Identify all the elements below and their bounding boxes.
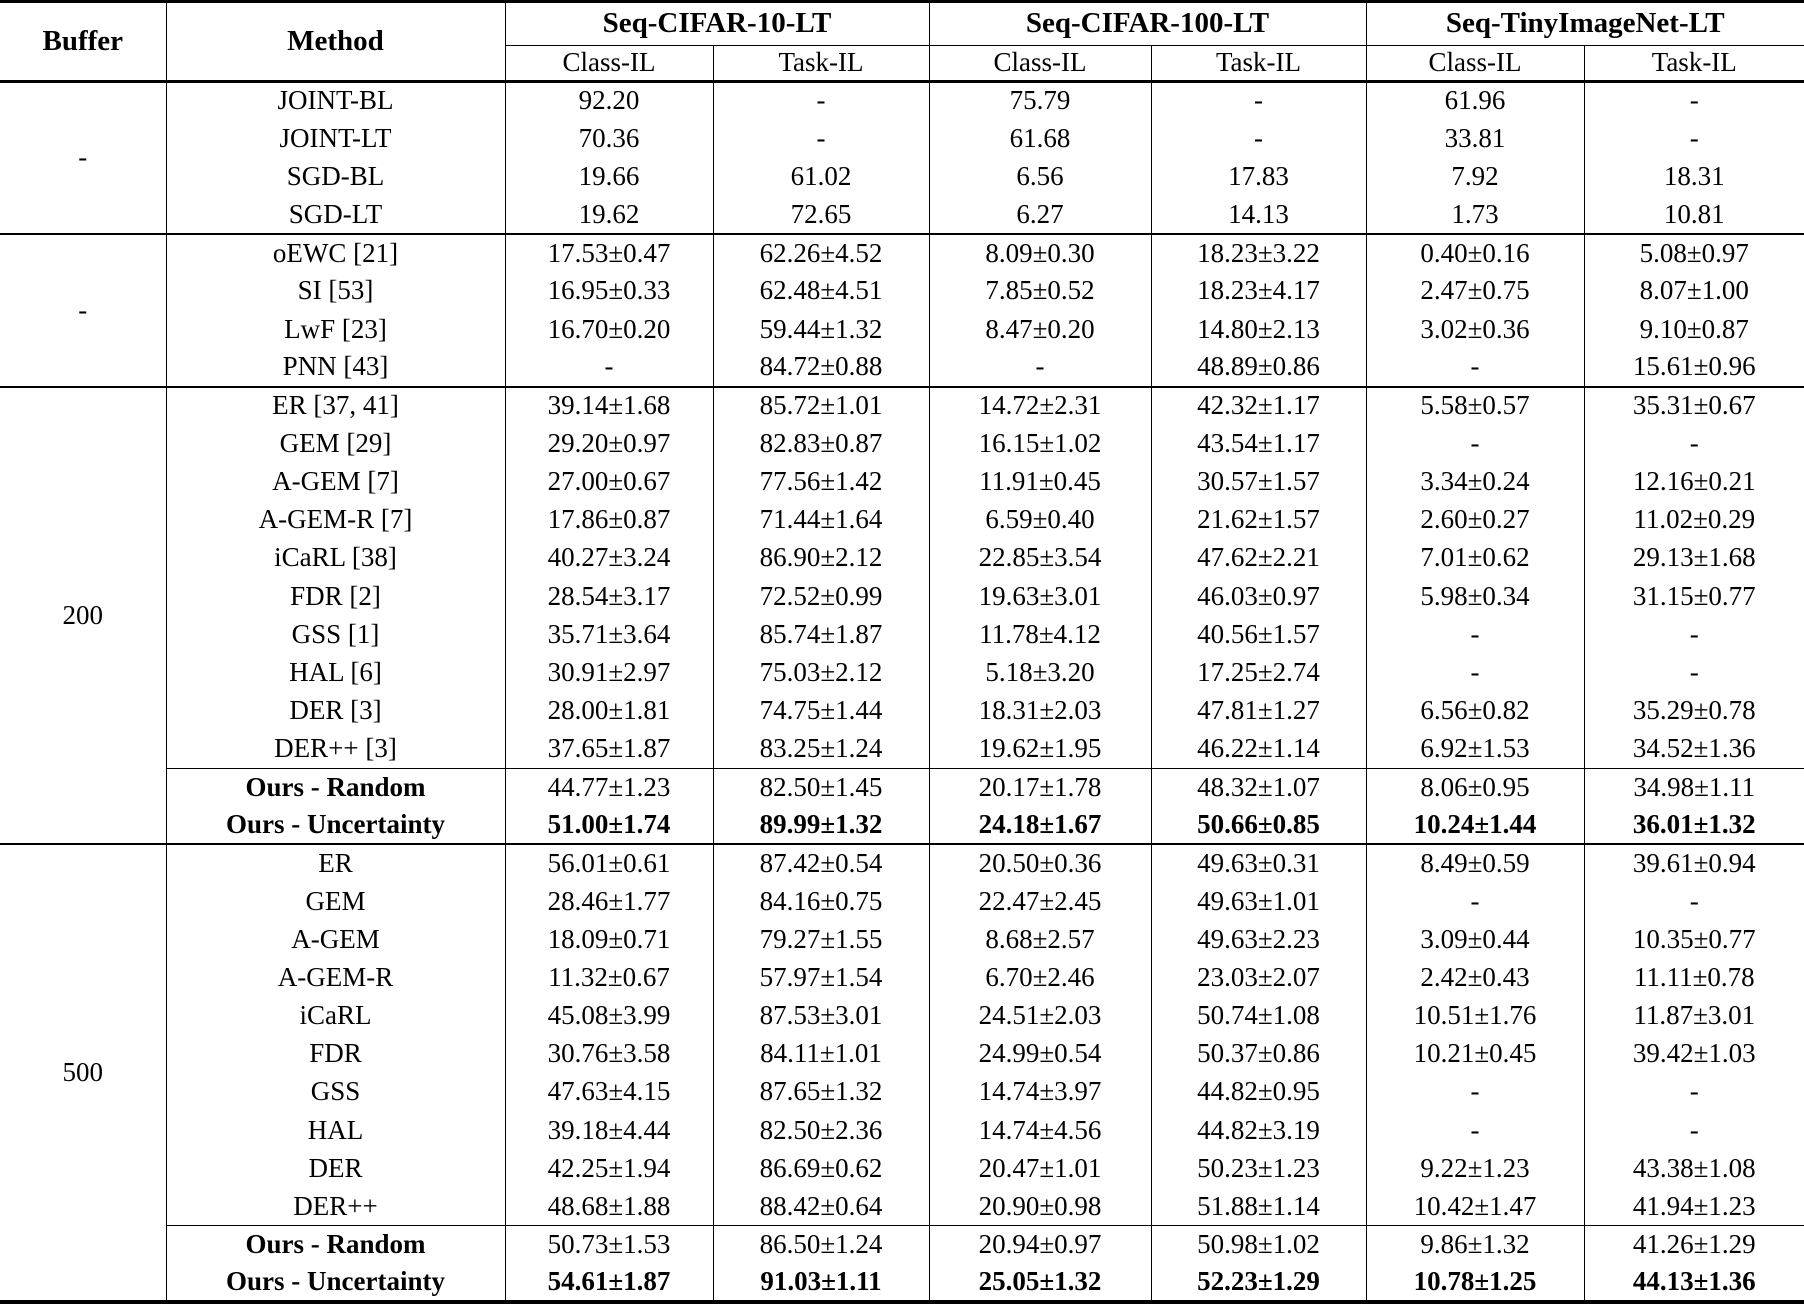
value-cell: 11.32±0.67 [505,959,713,997]
table-row [0,348,1804,386]
value-cell: - [1366,425,1584,463]
value-cell: 48.32±1.07 [1151,768,1366,806]
value-cell: 10.35±0.77 [1632,923,1756,954]
value-cell: 30.57±1.57 [1151,463,1366,501]
value-cell: 28.46±1.77 [505,882,713,920]
value-cell: 87.53±3.01 [713,997,929,1035]
value-cell: 47.63±4.15 [505,1073,713,1111]
value-cell: 52.23±1.29 [1151,1264,1366,1302]
value-cell: 14.13 [1151,196,1366,234]
header-class-il: Class-IL [505,46,713,82]
method-cell: SGD-BL [166,158,505,196]
value-cell: 70.36 [505,120,713,158]
header-group-seq-tinyimagenet-lt: Seq-TinyImageNet-LT [1366,2,1804,46]
value-cell: 56.01±0.61 [505,844,713,882]
value-cell: - [1366,1073,1584,1111]
method-cell: iCaRL [38] [166,539,505,577]
value-cell: 10.24±1.44 [1366,806,1584,844]
value-cell: 10.51±1.76 [1366,997,1584,1035]
value-cell: 20.90±0.98 [929,1188,1151,1226]
value-cell: 34.98±1.11 [1584,768,1804,806]
buffer-cell: - [0,234,166,387]
value-cell: 61.96 [1366,82,1584,120]
value-cell: 82.50±2.36 [713,1111,929,1149]
table-row [0,997,1804,1035]
value-cell: 82.83±0.87 [713,425,929,463]
value-cell: 5.58±0.57 [1366,387,1584,425]
method-cell: GSS [1] [166,615,505,653]
value-cell: 17.53±0.47 [505,234,713,272]
table-row [0,692,1804,730]
value-cell: 8.06±0.95 [1366,768,1584,806]
value-cell: 57.97±1.54 [713,959,929,997]
table-row [0,806,1804,844]
value-cell: 41.94±1.23 [1632,1190,1756,1221]
value-cell: 14.74±3.97 [929,1073,1151,1111]
value-cell: 47.81±1.27 [1151,692,1366,730]
value-cell: 6.70±2.46 [929,959,1151,997]
value-cell: 5.08±0.97 [1584,234,1804,272]
table-row [0,959,1804,997]
method-cell: GSS [166,1073,505,1111]
value-cell: - [1584,82,1804,120]
table-row [0,882,1804,920]
method-cell: SGD-LT [166,196,505,234]
value-cell: 92.20 [505,82,713,120]
value-cell: 11.87±3.01 [1633,1000,1756,1031]
value-cell: 3.02±0.36 [1366,310,1584,348]
value-cell: 50.66±0.85 [1151,806,1366,844]
value-cell: 14.72±2.31 [929,387,1151,425]
value-cell: 29.13±1.68 [1632,542,1756,573]
value-cell: 72.52±0.99 [713,577,929,615]
value-cell: 18.23±4.17 [1151,272,1366,310]
method-cell: JOINT-LT [166,120,505,158]
table-row [0,539,1804,577]
value-cell: 1.73 [1366,196,1584,234]
value-cell: 25.05±1.32 [929,1264,1151,1302]
value-cell: 6.56±0.82 [1366,692,1584,730]
value-cell: 77.56±1.42 [713,463,929,501]
value-cell: 44.82±0.95 [1151,1073,1366,1111]
value-cell: - [1151,120,1366,158]
method-cell: ER [166,844,505,882]
value-cell: 83.25±1.24 [713,730,929,768]
value-cell: 11.11±0.78 [1633,961,1755,992]
method-cell: Ours - Uncertainty [166,806,505,844]
value-cell: 62.26±4.52 [713,234,929,272]
value-cell: 49.63±0.31 [1151,844,1366,882]
value-cell: 84.16±0.75 [713,882,929,920]
value-cell: 48.68±1.88 [505,1188,713,1226]
value-cell: 2.47±0.75 [1366,272,1584,310]
value-cell: 44.82±3.19 [1151,1111,1366,1149]
value-cell: 72.65 [713,196,929,234]
value-cell: 19.63±3.01 [929,577,1151,615]
value-cell: 84.11±1.01 [713,1035,929,1073]
value-cell: 3.09±0.44 [1366,921,1584,959]
value-cell: 23.03±2.07 [1151,959,1366,997]
value-cell: - [1689,656,1699,687]
value-cell: 14.80±2.13 [1151,310,1366,348]
table-row [0,844,1804,882]
value-cell: 15.61±0.96 [1632,351,1756,382]
value-cell: 6.56 [929,158,1151,196]
value-cell: 6.27 [929,196,1151,234]
value-cell: 49.63±2.23 [1151,921,1366,959]
table-body [0,82,1804,1303]
value-cell: 11.78±4.12 [929,615,1151,653]
value-cell: - [1366,348,1584,386]
value-cell: - [1689,1114,1699,1145]
value-cell: 19.62 [505,196,713,234]
value-cell: 85.74±1.87 [713,615,929,653]
value-cell: 50.74±1.08 [1151,997,1366,1035]
value-cell: 37.65±1.87 [505,730,713,768]
table-row [0,654,1804,692]
table-row [0,1226,1804,1264]
value-cell: 3.34±0.24 [1366,463,1584,501]
value-cell: 86.50±1.24 [713,1226,929,1264]
method-cell: A-GEM [166,921,505,959]
value-cell: 59.44±1.32 [713,310,929,348]
table-row [0,730,1804,768]
value-cell: 35.29±0.78 [1632,694,1756,725]
method-cell: ER [37, 41] [166,387,505,425]
value-cell: 2.60±0.27 [1366,501,1584,539]
value-cell: 87.65±1.32 [713,1073,929,1111]
value-cell: 10.21±0.45 [1366,1035,1584,1073]
value-cell: 9.10±0.87 [1639,313,1749,344]
value-cell: 33.81 [1366,120,1584,158]
header-task-il: Task-IL [713,46,929,82]
value-cell: 89.99±1.32 [713,806,929,844]
table-row [0,1073,1804,1111]
method-cell: PNN [43] [166,348,505,386]
table-row [0,1035,1804,1073]
value-cell: 11.02±0.29 [1633,504,1756,535]
value-cell: 27.00±0.67 [505,463,713,501]
method-cell: A-GEM-R [166,959,505,997]
value-cell: - [1366,615,1584,653]
value-cell: - [1689,427,1699,458]
method-cell: Ours - Random [166,768,505,806]
method-cell: DER++ [3] [166,730,505,768]
table-row [0,234,1804,272]
value-cell: 8.07±1.00 [1639,275,1749,306]
value-cell: 50.98±1.02 [1151,1226,1366,1264]
value-cell: 8.09±0.30 [929,234,1151,272]
table-row [0,463,1804,501]
value-cell: 16.15±1.02 [929,425,1151,463]
method-cell: FDR [166,1035,505,1073]
value-cell: 10.42±1.47 [1366,1188,1584,1226]
table-row [0,1188,1804,1226]
table-row [0,310,1804,348]
method-cell: iCaRL [166,997,505,1035]
value-cell: 18.09±0.71 [505,921,713,959]
value-cell: - [713,82,929,120]
header-group-row [0,2,1804,46]
method-cell: DER [166,1149,505,1187]
value-cell: 50.23±1.23 [1151,1149,1366,1187]
value-cell: 16.70±0.20 [505,310,713,348]
method-cell: LwF [23] [166,310,505,348]
value-cell: 85.72±1.01 [713,387,929,425]
value-cell: 24.51±2.03 [929,997,1151,1035]
value-cell: 8.68±2.57 [929,921,1151,959]
value-cell: 9.22±1.23 [1366,1149,1584,1187]
value-cell: 74.75±1.44 [713,692,929,730]
method-cell: Ours - Random [166,1226,505,1264]
header-class-il: Class-IL [1366,46,1584,82]
table-row [0,1111,1804,1149]
value-cell: 8.47±0.20 [929,310,1151,348]
value-cell: 36.01±1.32 [1632,808,1756,839]
value-cell: 20.17±1.78 [929,768,1151,806]
value-cell: 16.95±0.33 [505,272,713,310]
value-cell: 62.48±4.51 [713,272,929,310]
method-cell: FDR [2] [166,577,505,615]
value-cell: 6.92±1.53 [1366,730,1584,768]
header-group-seq-cifar-100-lt: Seq-CIFAR-100-LT [929,2,1366,46]
value-cell: 5.98±0.34 [1366,577,1584,615]
value-cell: 86.90±2.12 [713,539,929,577]
value-cell: 91.03±1.11 [713,1264,929,1302]
value-cell: 35.31±0.67 [1584,387,1804,425]
value-cell: 19.66 [505,158,713,196]
value-cell: 82.50±1.45 [713,768,929,806]
method-cell: GEM [29] [166,425,505,463]
value-cell: - [1689,122,1699,153]
table-row [0,921,1804,959]
value-cell: 18.23±3.22 [1151,234,1366,272]
value-cell: - [1689,618,1699,649]
method-cell: JOINT-BL [166,82,505,120]
value-cell: 28.00±1.81 [505,692,713,730]
value-cell: 2.42±0.43 [1366,959,1584,997]
value-cell: 29.20±0.97 [505,425,713,463]
table-row [0,425,1804,463]
value-cell: 41.26±1.29 [1584,1226,1804,1264]
method-cell: HAL [6] [166,654,505,692]
method-cell: DER++ [166,1188,505,1226]
value-cell: 24.18±1.67 [929,806,1151,844]
method-cell: DER [3] [166,692,505,730]
header-class-il: Class-IL [929,46,1151,82]
value-cell: 45.08±3.99 [505,997,713,1035]
value-cell: 88.42±0.64 [713,1188,929,1226]
value-cell: 40.27±3.24 [505,539,713,577]
value-cell: 44.13±1.36 [1632,1266,1756,1297]
value-cell: 61.02 [713,158,929,196]
value-cell: 42.25±1.94 [505,1149,713,1187]
header-method: Method [166,2,505,82]
table-header [0,2,1804,82]
value-cell: 71.44±1.64 [713,501,929,539]
value-cell: 34.52±1.36 [1632,732,1756,763]
value-cell: - [1151,82,1366,120]
value-cell: 7.01±0.62 [1366,539,1584,577]
value-cell: 17.86±0.87 [505,501,713,539]
value-cell: 30.91±2.97 [505,654,713,692]
value-cell: - [713,120,929,158]
value-cell: 18.31 [1663,161,1725,191]
value-cell: 49.63±1.01 [1151,882,1366,920]
value-cell: 40.56±1.57 [1151,615,1366,653]
buffer-cell: 200 [0,387,166,845]
value-cell: 12.16±0.21 [1632,466,1756,497]
value-cell: 30.76±3.58 [505,1035,713,1073]
method-cell: A-GEM [7] [166,463,505,501]
value-cell: 17.83 [1151,158,1366,196]
method-cell: A-GEM-R [7] [166,501,505,539]
value-cell: - [929,348,1151,386]
header-group-seq-cifar-10-lt: Seq-CIFAR-10-LT [505,2,929,46]
value-cell: 46.03±0.97 [1151,577,1366,615]
value-cell: 20.94±0.97 [929,1226,1151,1264]
buffer-cell: - [0,82,166,235]
value-cell: 20.50±0.36 [929,844,1151,882]
value-cell: 20.47±1.01 [929,1149,1151,1187]
table-row [0,272,1804,310]
table-row [0,82,1804,120]
table-row [0,768,1804,806]
value-cell: 50.73±1.53 [505,1226,713,1264]
value-cell: 10.78±1.25 [1366,1264,1584,1302]
value-cell: 48.89±0.86 [1151,348,1366,386]
table-row [0,196,1804,234]
value-cell: 17.25±2.74 [1151,654,1366,692]
table-row [0,615,1804,653]
table-row [0,501,1804,539]
value-cell: 21.62±1.57 [1151,501,1366,539]
method-cell: GEM [166,882,505,920]
value-cell: 5.18±3.20 [929,654,1151,692]
method-cell: SI [53] [166,272,505,310]
table-row [0,1149,1804,1187]
table-row [0,1264,1804,1302]
header-buffer: Buffer [0,2,166,82]
value-cell: 18.31±2.03 [929,692,1151,730]
value-cell: 39.14±1.68 [505,387,713,425]
value-cell: 43.38±1.08 [1632,1152,1756,1183]
value-cell: 87.42±0.54 [713,844,929,882]
value-cell: 7.92 [1366,158,1584,196]
value-cell: - [1366,1111,1584,1149]
table-row [0,387,1804,425]
value-cell: 84.72±0.88 [713,348,929,386]
table-row [0,577,1804,615]
value-cell: - [1366,654,1584,692]
value-cell: 51.00±1.74 [505,806,713,844]
value-cell: - [505,348,713,386]
value-cell: 19.62±1.95 [929,730,1151,768]
value-cell: 39.42±1.03 [1632,1038,1756,1069]
value-cell: 6.59±0.40 [929,501,1151,539]
method-cell: HAL [166,1111,505,1149]
value-cell: 24.99±0.54 [929,1035,1151,1073]
value-cell: 10.81 [1663,198,1725,229]
value-cell: 51.88±1.14 [1151,1188,1366,1226]
table-row [0,120,1804,158]
table-row [0,158,1804,196]
value-cell: 39.18±4.44 [505,1111,713,1149]
value-cell: 14.74±4.56 [929,1111,1151,1149]
value-cell: 46.22±1.14 [1151,730,1366,768]
header-task-il: Task-IL [1151,46,1366,82]
value-cell: - [1366,882,1584,920]
value-cell: 7.85±0.52 [929,272,1151,310]
value-cell: 0.40±0.16 [1366,234,1584,272]
value-cell: 11.91±0.45 [929,463,1151,501]
header-task-il: Task-IL [1651,47,1737,78]
value-cell: - [1689,1076,1699,1107]
value-cell: 54.61±1.87 [505,1264,713,1302]
value-cell: 9.86±1.32 [1366,1226,1584,1264]
value-cell: 61.68 [929,120,1151,158]
value-cell: 44.77±1.23 [505,768,713,806]
value-cell: 31.15±0.77 [1632,580,1756,611]
method-cell: Ours - Uncertainty [166,1264,505,1302]
value-cell: 43.54±1.17 [1151,425,1366,463]
value-cell: 8.49±0.59 [1366,844,1584,882]
value-cell: 50.37±0.86 [1151,1035,1366,1073]
value-cell: - [1689,885,1699,916]
value-cell: 75.79 [929,82,1151,120]
value-cell: 22.47±2.45 [929,882,1151,920]
value-cell: 75.03±2.12 [713,654,929,692]
method-cell: oEWC [21] [166,234,505,272]
value-cell: 42.32±1.17 [1151,387,1366,425]
value-cell: 47.62±2.21 [1151,539,1366,577]
value-cell: 35.71±3.64 [505,615,713,653]
value-cell: 39.61±0.94 [1584,844,1804,882]
value-cell: 28.54±3.17 [505,577,713,615]
value-cell: 79.27±1.55 [713,921,929,959]
value-cell: 86.69±0.62 [713,1149,929,1187]
value-cell: 22.85±3.54 [929,539,1151,577]
buffer-cell: 500 [0,844,166,1302]
